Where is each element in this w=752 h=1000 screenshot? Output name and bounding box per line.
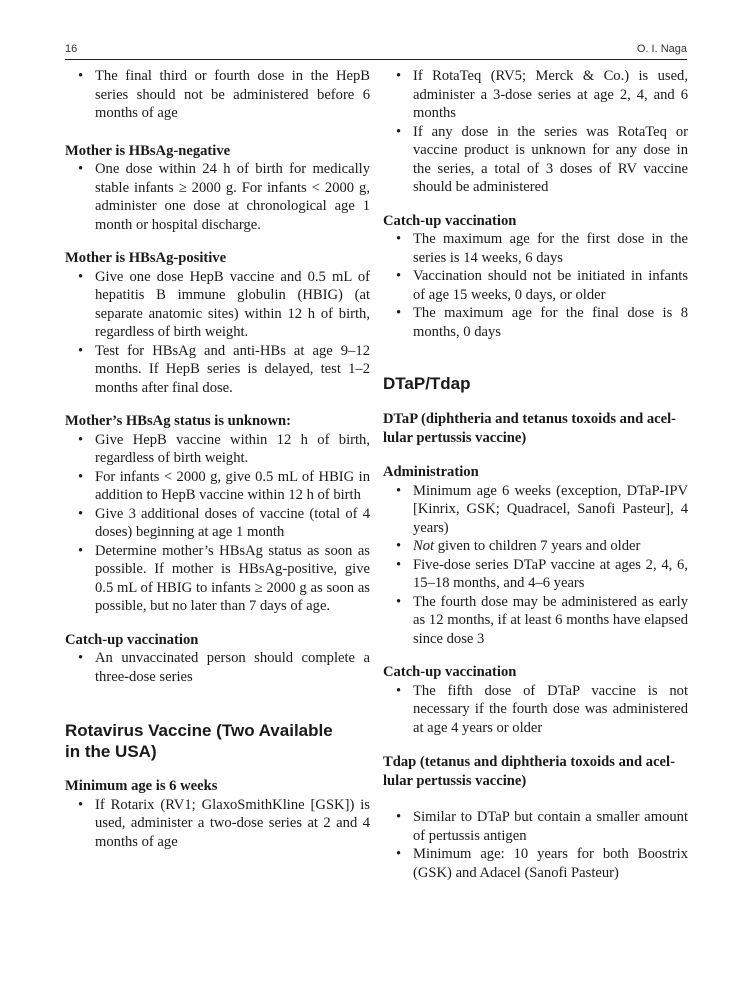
list-item: • Five-dose series DTaP vaccine at ages 2, 4, 6, 15–18 months, and 4–6 years (383, 556, 688, 593)
rotavirus-heading-line1: Rotavirus Vaccine (Two Available (65, 721, 333, 740)
list-item: • Minimum age 6 weeks (exception, DTaP-IPV [Kinrix, GSK; Quadracel, Sanofi Pasteur], 4 years) (383, 482, 688, 538)
dtap-section-heading: DTaP/Tdap (383, 374, 471, 393)
tdap-subtitle (383, 753, 688, 790)
list-item: • If Rotarix (RV1; GlaxoSmithKline [GSK]) is used, administer a two-dose series at 2 and 4 months of age (65, 796, 370, 852)
hbsag-negative-heading: Mother is HBsAg-negative (65, 142, 231, 159)
page-header (65, 38, 687, 60)
hbsag-unknown-list (65, 431, 370, 616)
hbsag-unknown-heading: Mother’s HBsAg status is unknown: (65, 413, 291, 429)
list-item: • The final third or fourth dose in the HepB series should not be administered before 6 months of age (65, 67, 370, 123)
not-given-text: given to children 7 years and older (437, 538, 641, 554)
rotavirus-list (65, 796, 370, 852)
rotavirus-catchup-heading: Catch-up vaccination (383, 212, 517, 229)
not-emphasis: Not (413, 538, 435, 554)
list-item: • Determine mother’s HBsAg status as soon as possible. If mother is HBsAg-positive, give 0.5 mL of HBIG to infants ≥ 2000 g as soon as possible, but no later than 7 days of age. (65, 542, 370, 616)
rotavirus-continued-list (383, 67, 688, 197)
hbsag-negative-list (65, 160, 370, 234)
rotavirus-min-age-heading: Minimum age is 6 weeks (65, 778, 218, 794)
list-item: • An unvaccinated person should complete a three-dose series (65, 649, 370, 686)
hepb-catchup-heading: Catch-up vaccination (65, 631, 199, 648)
left-column (65, 67, 370, 851)
hbsag-positive-heading: Mother is HBsAg-positive (65, 250, 227, 266)
list-item: • If any dose in the series was RotaTeq or vaccine product is unknown for any dose in the series, a total of 3 doses of RV vaccine should be administered (383, 123, 688, 197)
dtap-subtitle-line2: lular pertussis vaccine) (383, 429, 527, 446)
right-column (383, 67, 688, 882)
rotavirus-section-heading (65, 720, 370, 762)
list-item: • Similar to DTaP but contain a smaller amount of pertussis antigen (383, 808, 688, 845)
tdap-subtitle-line1: Tdap (tetanus and diphtheria toxoids and acel- (383, 754, 675, 770)
list-item: • The fifth dose of DTaP vaccine is not necessary if the fourth dose was administered at age 4 years or older (383, 682, 688, 738)
list-item: • Give one dose HepB vaccine and 0.5 mL of hepatitis B immune globulin (HBIG) (at separate anatomic sites) within 12 h of birth, regardless of birth weight. (65, 268, 370, 342)
list-item: • For infants < 2000 g, give 0.5 mL of HBIG in addition to HepB vaccine within 12 h of birth (65, 468, 370, 505)
list-item: • If RotaTeq (RV5; Merck & Co.) is used, administer a 3-dose series at age 2, 4, and 6 months (383, 67, 688, 123)
rotavirus-catchup-list (383, 230, 688, 341)
dtap-subtitle (383, 410, 688, 447)
hbsag-positive-list (65, 268, 370, 398)
page-number: 16 (65, 43, 78, 55)
header-rule (65, 59, 687, 60)
list-item: • Test for HBsAg and anti-HBs at age 9–12 months. If HepB series is delayed, test 1–2 months after final dose. (65, 342, 370, 398)
dtap-administration-heading: Administration (383, 464, 479, 480)
list-item: • Give 3 additional doses of vaccine (total of 4 doses) beginning at age 1 month (65, 505, 370, 542)
dtap-administration-list (383, 482, 688, 649)
list-item (383, 537, 688, 556)
tdap-list (383, 808, 688, 882)
dtap-subtitle-line1: DTaP (diphtheria and tetanus toxoids and acel- (383, 411, 677, 427)
hepb-intro-list (65, 67, 370, 123)
list-item: • One dose within 24 h of birth for medically stable infants ≥ 2000 g. For infants < 2000 g, administer one dose at chronological age 1 month or hospital discharge. (65, 160, 370, 234)
dtap-catchup-heading: Catch-up vaccination (383, 664, 517, 680)
rotavirus-heading-line2: in the USA) (65, 742, 157, 761)
list-item: • The fourth dose may be administered as early as 12 months, if at least 6 months have elapsed since dose 3 (383, 593, 688, 649)
dtap-catchup-list (383, 682, 688, 738)
list-item: • The maximum age for the final dose is 8 months, 0 days (383, 304, 688, 341)
hepb-catchup-list (65, 649, 370, 686)
list-item: • The maximum age for the first dose in the series is 14 weeks, 6 days (383, 230, 688, 267)
running-head-author: O. I. Naga (636, 43, 687, 55)
list-item: • Give HepB vaccine within 12 h of birth, regardless of birth weight. (65, 431, 370, 468)
list-item: • Minimum age: 10 years for both Boostrix (GSK) and Adacel (Sanofi Pasteur) (383, 845, 688, 882)
list-item: • Vaccination should not be initiated in infants of age 15 weeks, 0 days, or older (383, 267, 688, 304)
tdap-subtitle-line2: lular pertussis vaccine) (383, 772, 527, 789)
